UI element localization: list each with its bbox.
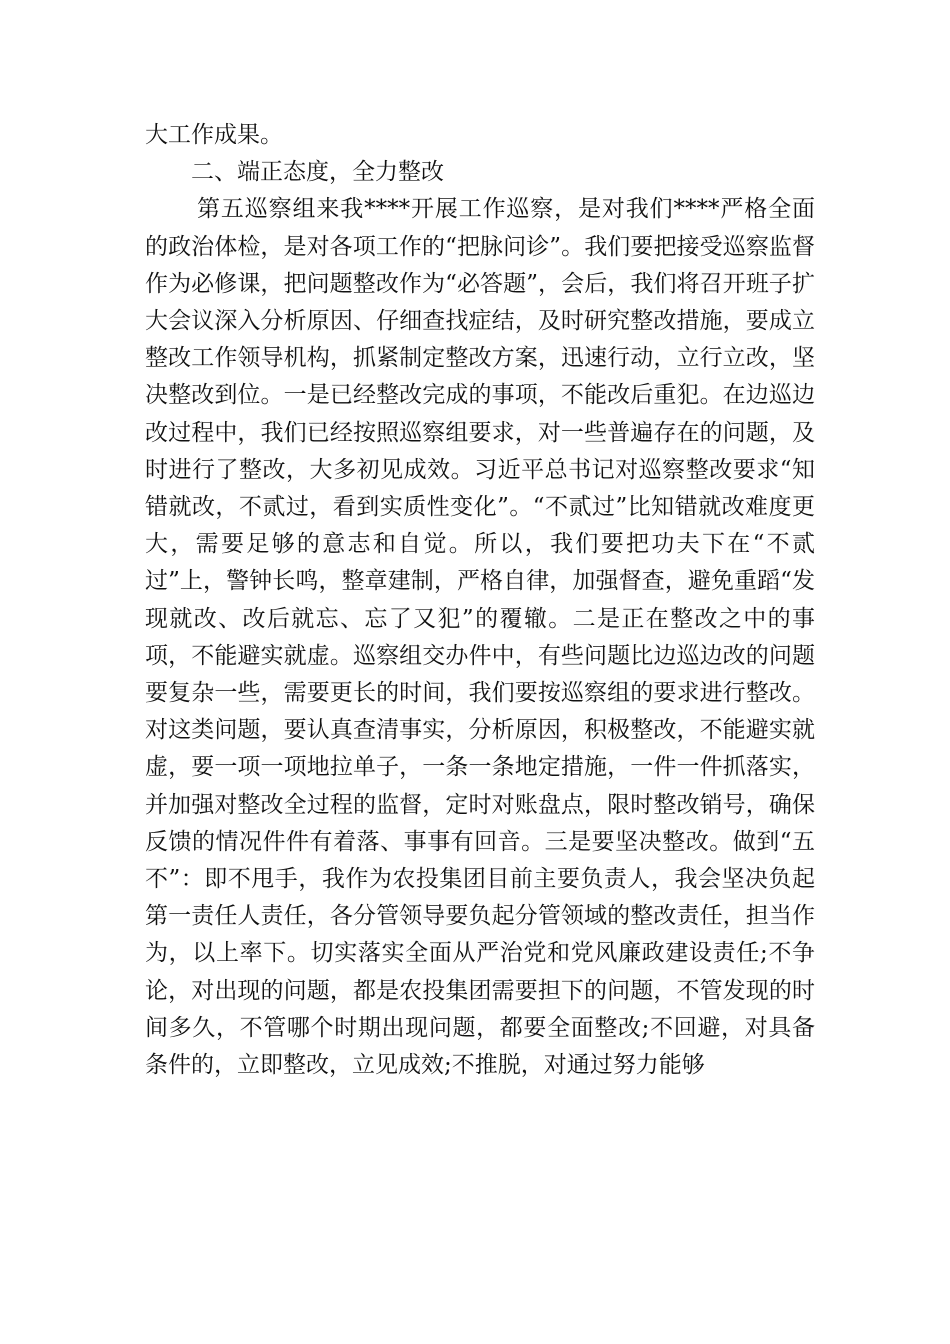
body-paragraph: 第五巡察组来我****开展工作巡察，是对我们****严格全面的政治体检，是对各项工作的“把脉问诊”。我们要把接受巡察监督作为必修课，把问题整改作为“必答题”，会后，我们将召开班子扩大会议深入分析原因、仔细查找症结，及时研究整改措施，要成立整改工作领导机构，抓紧制定整改方案，迅速行动，立行立改，坚决整改到位。一是已经整改完成的事项，不能改后重犯。在边巡边改过程中，我们已经按照巡察组要求，对一些普遍存在的问题，及时进行了整改，大多初见成效。习近平总书记对巡察整改要求“知错就改，不贰过，看到实质性变化”。“不贰过”比知错就改难度更大，需要足够的意志和自觉。所以，我们要把功夫下在“不贰过”上，警钟长鸣，整章建制，严格自律，加强督查，避免重蹈“发现就改、改后就忘、忘了又犯”的覆辙。二是正在整改之中的事项，不能避实就虚。巡察组交办件中，有些问题比边巡边改的问题要复杂一些，需要更长的时间，我们要按巡察组的要求进行整改。对这类问题，要认真查清事实，分析原因，积极整改，不能避实就虚，要一项一项地拉单子，一条一条地定措施，一件一件抓落实，并加强对整改全过程的监督，定时对账盘点，限时整改销号，确保反馈的情况件件有着落、事事有回音。三是要坚决整改。做到“五不”：即不甩手，我作为农投集团目前主要负责人，我会坚决负起第一责任人责任，各分管领导要负起分管领域的整改责任，担当作为，以上率下。切实落实全面从严治党和党风廉政建设责任;不争论，对出现的问题，都是农投集团需要担下的问题，不管发现的时间多久，不管哪个时期出现问题，都要全面整改;不回避，对具备条件的，立即整改，立见成效;不推脱，对通过努力能够 [145, 196, 815, 1079]
document-body [145, 117, 815, 1084]
continuation-text: 大工作成果。 [145, 122, 283, 148]
section-heading: 二、端正态度，全力整改 [191, 159, 444, 186]
